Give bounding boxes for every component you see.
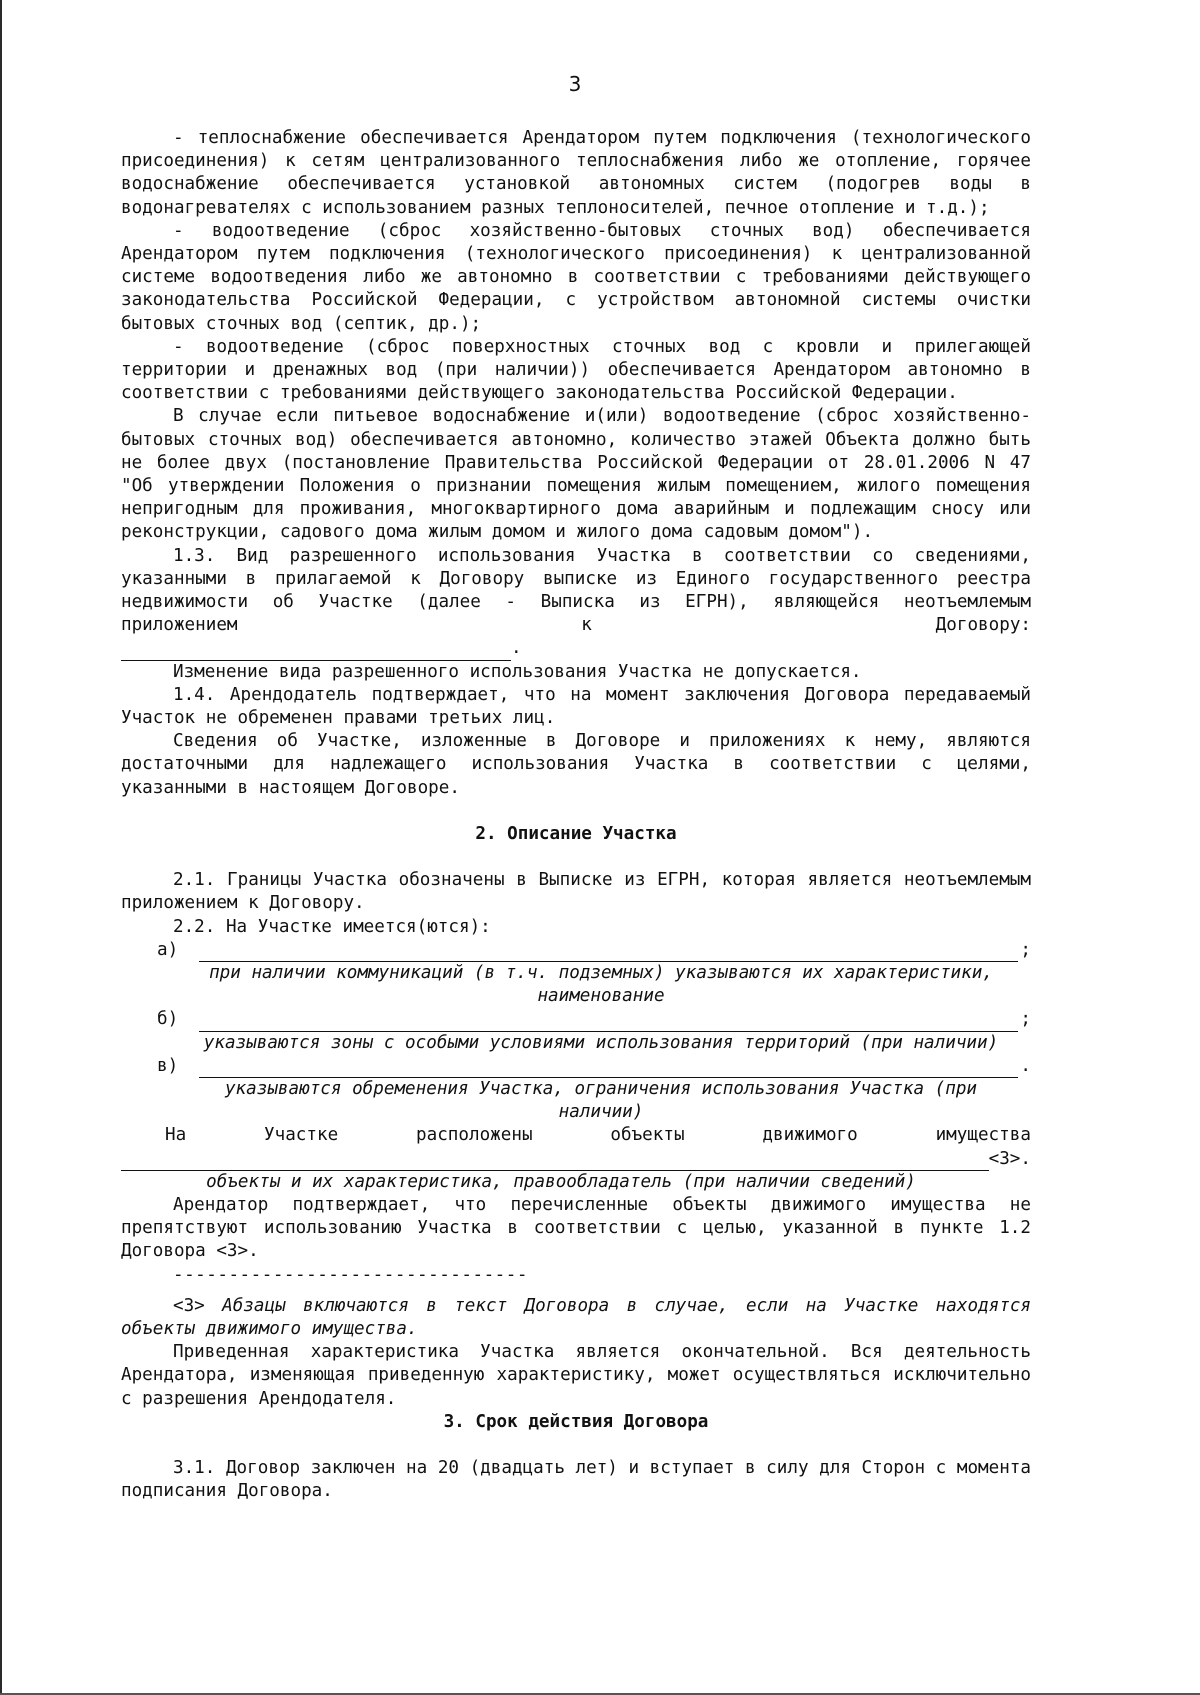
item-b-line xyxy=(199,1013,1018,1032)
page-number: 3 xyxy=(568,72,582,96)
permitted-use-end: . xyxy=(511,638,522,659)
document-body xyxy=(121,127,1031,1503)
item-c-caption: указываются обременения Участка, ограничения использования Участка (при наличии) xyxy=(224,1078,978,1123)
item-a-caption: при наличии коммуникаций (в т.ч. подземных) указываются их характеристики, наименование xyxy=(209,962,993,1007)
paragraph-final-characteristic: Приведенная характеристика Участка является окончательной. Вся деятельность Арендатора, изменяющая приведенную характеристику, может осуществляться исключительно с разрешения Арендодателя. xyxy=(121,1342,1031,1409)
item-c-end: . xyxy=(1020,1055,1031,1076)
movable-property-underline xyxy=(121,1152,989,1171)
movable-property-caption: объекты и их характеристика, правообладатель (при наличии сведений) xyxy=(206,1171,916,1192)
movable-word: На xyxy=(165,1125,187,1146)
paragraph-heat-supply: - теплоснабжение обеспечивается Арендатором путем подключения (технологического присоединения) к сетям централизованного теплоснабжения либо же отопление, горячее водоснабжение обеспечивается установкой автономных систем (подогрев воды в водонагревателях с использованием разных теплоносителей, печное отопление и т.д.); xyxy=(121,128,1031,218)
paragraph-3-1: 3.1. Договор заключен на 20 (двадцать лет) и вступает в силу для Сторон с момента подписания Договора. xyxy=(121,1457,1031,1502)
item-c-label: в) xyxy=(157,1055,179,1076)
item-a-end: ; xyxy=(1020,939,1031,960)
footnote-separator: -------------------------------- xyxy=(173,1264,528,1285)
paragraph-1-4: 1.4. Арендодатель подтверждает, что на момент заключения Договора передаваемый Участок не обременен правами третьих лиц. xyxy=(121,684,1031,729)
item-a-line xyxy=(199,943,1018,962)
movable-word: Участке xyxy=(264,1125,339,1146)
item-c-line xyxy=(199,1059,1018,1078)
footnote-text: Абзацы включаются в текст Договора в случае, если на Участке находятся объекты движимого имущества. xyxy=(121,1295,1032,1339)
page-left-edge xyxy=(0,0,2,1695)
section-3-heading: 3. Срок действия Договора xyxy=(443,1411,709,1432)
movable-property-line xyxy=(121,1124,1031,1147)
paragraph-2-2: 2.2. На Участке имеется(ются): xyxy=(173,916,491,937)
movable-property-blank xyxy=(121,1148,1031,1171)
item-b-end: ; xyxy=(1020,1009,1031,1030)
footnote-3 xyxy=(121,1295,1031,1341)
item-c xyxy=(121,1055,1031,1078)
section-2-heading: 2. Описание Участка xyxy=(475,823,677,844)
paragraph-sufficiency: Сведения об Участке, изложенные в Договоре и приложениях к нему, являются достаточными для надлежащего использования Участка в соответствии с целями, указанными в настоящем Договоре. xyxy=(121,731,1031,798)
paragraph-2-1: 2.1. Границы Участка обозначены в Выписке из ЕГРН, которая является неотъемлемым приложением к Договору. xyxy=(121,870,1031,914)
paragraph-drainage-surface: - водоотведение (сброс поверхностных сточных вод с кровли и прилегающей территории и дренажных вод (при наличии)) обеспечивается Арендатором автономно в соответствии с требованиями действующего законодательства Российской Федерации. xyxy=(121,336,1031,404)
permitted-use-blank xyxy=(121,637,1031,660)
movable-word: расположены xyxy=(416,1125,533,1146)
movable-word: движимого xyxy=(762,1125,858,1146)
paragraph-drainage-household: - водоотведение (сброс хозяйственно-бытовых сточных вод) обеспечивается Арендатором путем подключения (технологического присоединения) к централизованной системе водоотведения либо же автономно в соответствии с требованиями действующего законодательства Российской Федерации, с устройством автономной системы очистки бытовых сточных вод (септик, др.); xyxy=(121,220,1031,334)
item-a xyxy=(121,939,1031,962)
paragraph-no-obstacle: Арендатор подтверждает, что перечисленные объекты движимого имущества не препятствуют использованию Участка в соответствии с целью, указанной в пункте 1.2 Договора <3>. xyxy=(121,1194,1031,1262)
movable-property-end: <3>. xyxy=(988,1148,1031,1169)
item-b xyxy=(121,1008,1031,1031)
item-b-label: б) xyxy=(157,1009,179,1030)
paragraph-floors-limit: В случае если питьевое водоснабжение и(или) водоотведение (сброс хозяйственно-бытовых сточных вод) обеспечивается автономно, количество этажей Объекта должно быть не более двух (постановление Правительства Российской Федерации от 28.01.2006 N 47 "Об утверждении Положения о признании помещения жилым помещением, жилого помещения непригодным для проживания, многоквартирного дома аварийным и подлежащим сносу или реконструкции, садового дома жилым домом и жилого дома садовым домом"). xyxy=(121,406,1031,543)
movable-word: имущества xyxy=(935,1125,1031,1146)
movable-word: объекты xyxy=(610,1125,685,1146)
item-a-label: а) xyxy=(157,939,179,960)
item-b-caption: указываются зоны с особыми условиями использования территорий (при наличии) xyxy=(203,1032,999,1053)
paragraph-permitted-use: 1.3. Вид разрешенного использования Участка в соответствии со сведениями, указанными в прилагаемой к Договору выписке из Единого государственного реестра недвижимости об Участке (далее - Выписка из ЕГРН), являющейся неотъемлемым приложением к Договору: xyxy=(121,545,1031,636)
paragraph-change-use: Изменение вида разрешенного использования Участка не допускается. xyxy=(173,661,862,682)
permitted-use-line xyxy=(121,642,511,661)
footnote-mark: <3> xyxy=(173,1295,205,1316)
